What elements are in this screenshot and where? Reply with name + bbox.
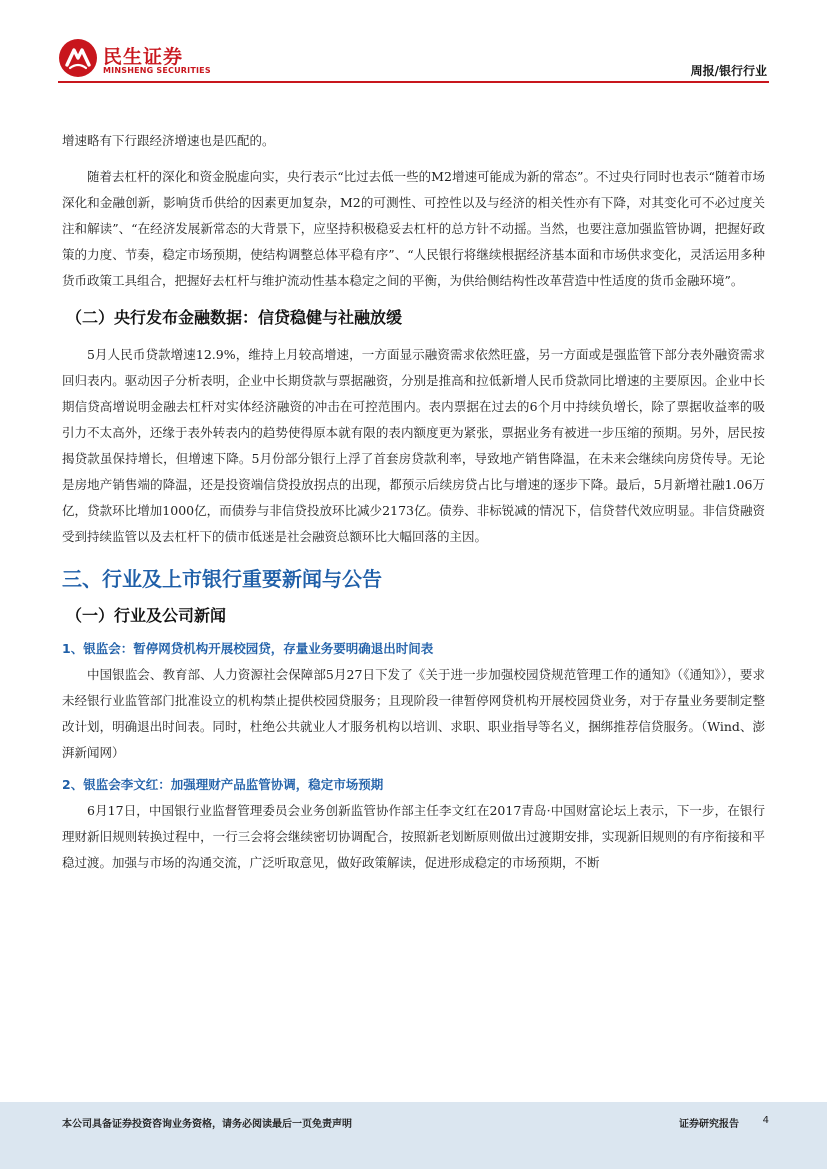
minsheng-logo-icon [58,38,98,78]
paragraph-m2-policy: 随着去杠杆的深化和资金脱虚向实，央行表示“比过去低一些的M2增速可能成为新的常态”。不过央行同时也表示“随着市场深化和金融创新，影响货币供给的因素更加复杂，M2的可测性、可控性以及与经济的相关性亦有下降，对其变化可不必过度关注和解读”、“在经济发展新常态的大背景下，应坚持积极稳妥去杠杆的总方针不动摇。当然，也要注意加强监管协调，把握好政策的力度、节奏，稳定市场预期，使结构调整总体平稳有序”、“人民银行将继续根据经济基本面和市场供求变化，灵活运用多种货币政策工具组合，把握好去杠杆与维护流动性基本稳定之间的平衡，为供给侧结构性改革营造中性适度的货币金融环境”。 [62,169,765,288]
footer-disclaimer: 本公司具备证券投资咨询业务资格，请务必阅读最后一页免责声明 [62,1119,352,1130]
page-number: 4 [762,1115,769,1126]
news-body-wealth-management: 6月17日，中国银行业监督管理委员会业务创新监管协作部主任李文红在2017青岛·中国财富论坛上表示，下一步，在银行理财新旧规则转换过程中，一行三会将会继续密切协调配合，按照新老划断原则做出过渡期安排，实现新旧规则的有序衔接和平稳过渡。加强与市场的沟通交流，广泛听取意见，做好政策解读，促进形成稳定的市场预期，不断 [62,803,765,870]
page-header [0,0,827,84]
paragraph-credit-data: 5月人民币贷款增速12.9%，维持上月较高增速，一方面显示融资需求依然旺盛，另一方面或是强监管下部分表外融资需求回归表内。驱动因子分析表明，企业中长期贷款与票据融资，分别是推高和拉低新增人民币贷款同比增速的主要原因。企业中长期信贷高增说明金融去杠杆对实体经济融资的冲击在可控范围内。表内票据在过去的6个月中持续负增长，除了票据收益率的吸引力不太高外，还缘于表外转表内的趋势使得原本就有限的表内额度更为紧张，票据业务有被进一步压缩的预期。另外，居民按揭贷款虽保持增长，但增速下降。5月份部分银行上浮了首套房贷款利率，导致地产销售降温，在未来会继续向房贷传导。无论是房地产销售端的降温，还是投资端信贷投放拐点的出现，都预示后续房贷占比与增速的逐步下降。最后，5月新增社融1.06万亿，贷款环比增加1000亿，而债券与非信贷投放环比减少2173亿。债券、非标锐减的情况下，信贷替代效应明显。非信贷融资受到持续监管以及去杠杆下的债市低迷是社会融资总额环比大幅回落的主因。 [62,347,765,544]
news-title-wealth-management: 2、银监会李文红：加强理财产品监管协调，稳定市场预期 [62,777,384,792]
news-body-campus-loan: 中国银监会、教育部、人力资源社会保障部5月27日下发了《关于进一步加强校园贷规范管理工作的通知》（《通知》），要求未经银行业监管部门批准设立的机构禁止提供校园贷服务；且现阶段一律暂停网贷机构开展校园贷业务，对于存量业务要制定整改计划，明确退出时间表。同时，杜绝公共就业人才服务机构以培训、求职、职业指导等名义，捆绑推荐信贷服务。（Wind、澎湃新闻网） [62,667,765,760]
section-heading-industry-news: 三、行业及上市银行重要新闻与公告 [62,567,382,591]
page-footer [0,1102,827,1169]
header-divider [58,81,769,83]
brand-name-cn: 民生证券 [103,46,184,68]
news-title-campus-loan: 1、银监会：暂停网贷机构开展校园贷，存量业务要明确退出时间表 [62,641,434,656]
report-category: 周报/银行行业 [690,64,767,78]
subsection-heading-financial-data: （二）央行发布金融数据：信贷稳健与社融放缓 [66,308,403,327]
brand-name-en: MINSHENG SECURITIES [103,66,211,75]
paragraph-continuation: 增速略有下行跟经济增速也是匹配的。 [62,133,275,148]
footer-report-type: 证券研究报告 [679,1119,739,1130]
subsection-heading-company-news: （一）行业及公司新闻 [66,606,227,625]
page-content [62,128,765,876]
